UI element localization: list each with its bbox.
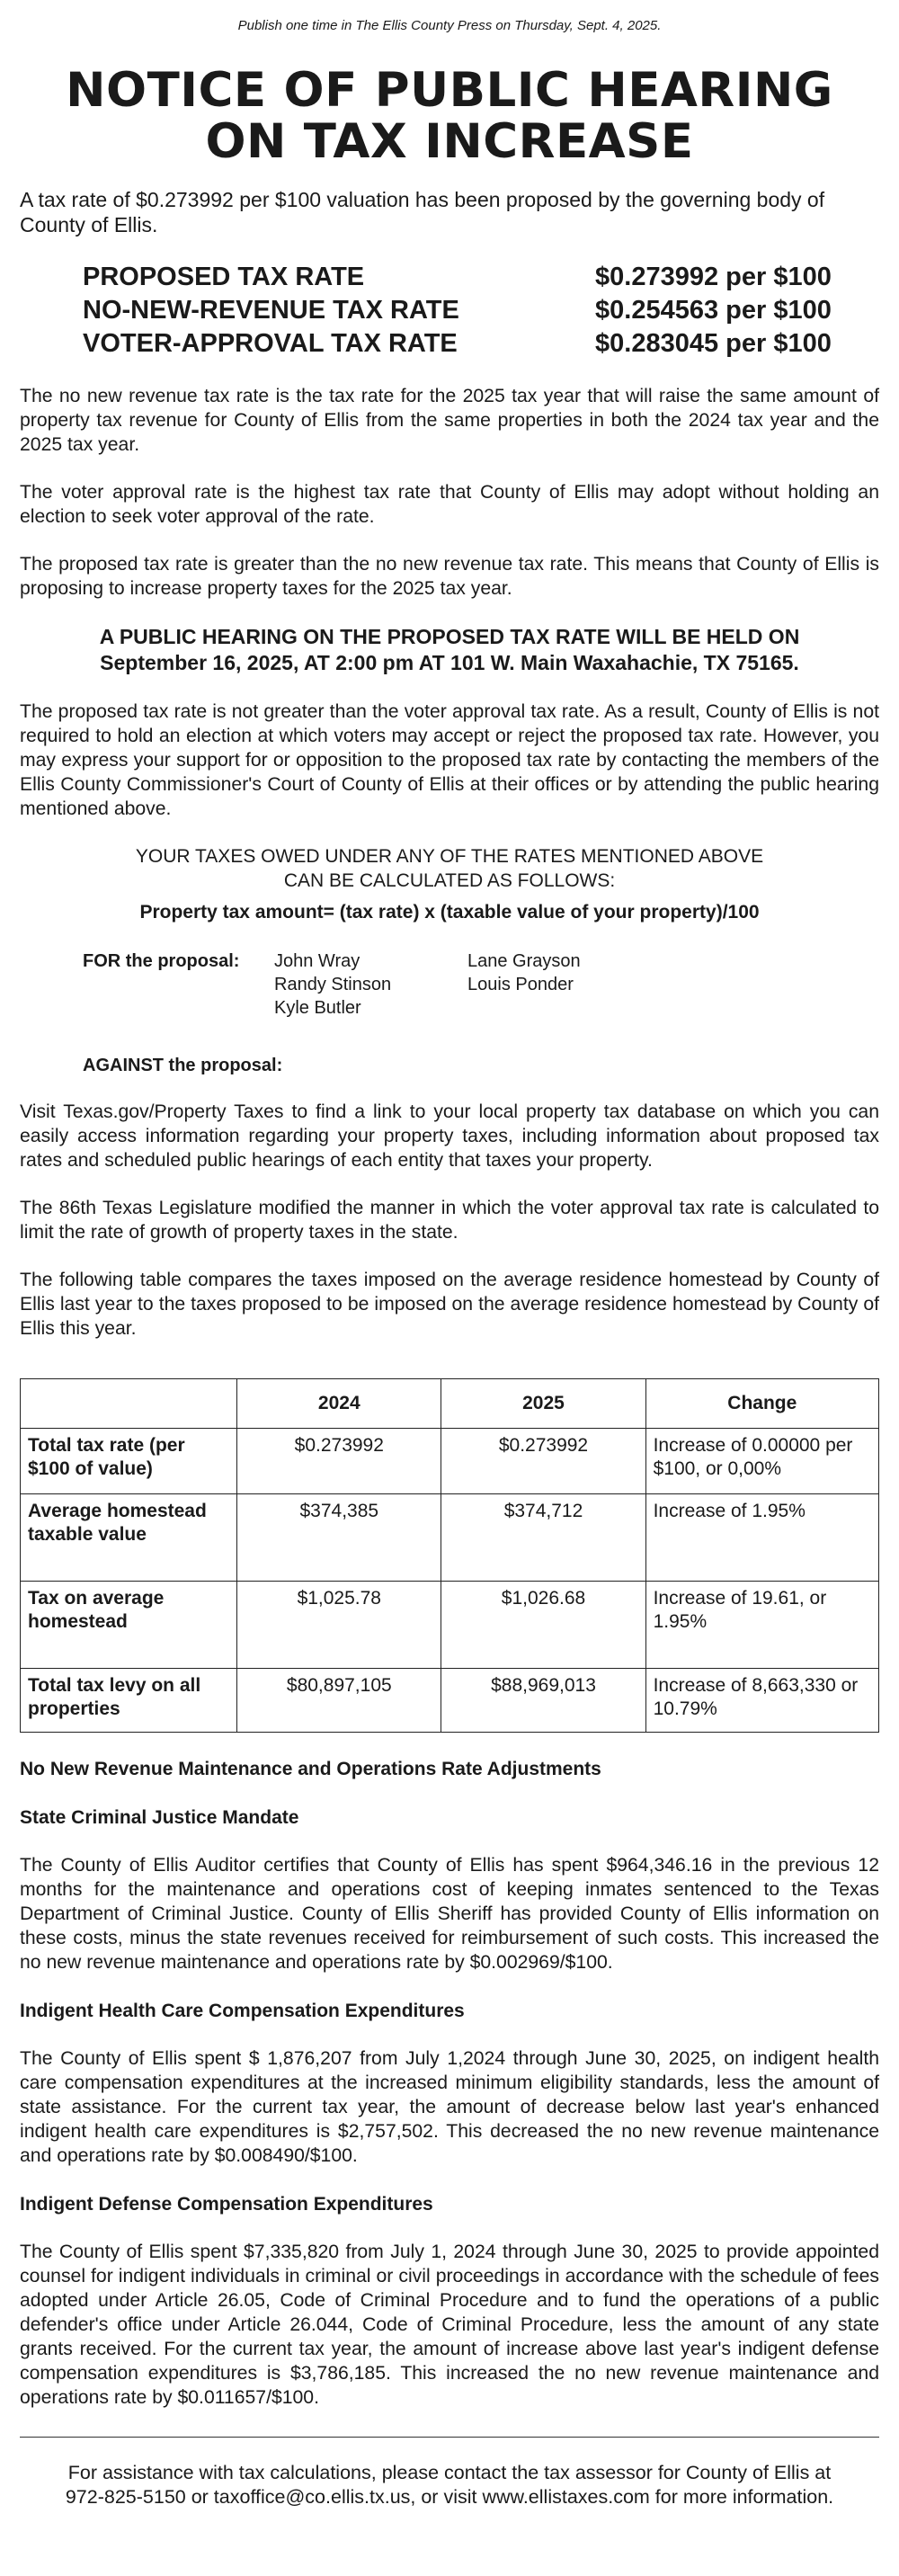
rate-label: PROPOSED TAX RATE — [83, 263, 365, 291]
indigent-defense-paragraph: The County of Ellis spent $7,335,820 from July 1, 2024 through June 30, 2025 to provide appointed counsel for indigent individuals in criminal or civil proceedings in accordance with the schedule of fees adopted under Article 26.05, Code of Criminal Procedure and to fund the operations of a public defender's office under Article 26.044, Code of Criminal Procedure, less the amount of any state grants received. For the current tax year, the amount of increase above last year's indigent defense compensation expenditures is $3,786,185. This increased the no new revenue maintenance and operations rate by $0.011657/$100. — [20, 2242, 879, 2408]
table-row — [21, 1494, 879, 1582]
publication-note: Publish one time in The Ellis County Press on Thursday, Sept. 4, 2025. — [237, 18, 662, 33]
cell-2024: $1,025.78 — [237, 1582, 441, 1669]
table-header: 2024 — [237, 1379, 441, 1429]
rates-summary — [83, 261, 838, 361]
footer-divider — [20, 2437, 879, 2438]
rate-row-proposed — [83, 261, 838, 294]
row-label: Total tax rate (per $100 of value) — [21, 1429, 237, 1494]
assistance-footer — [20, 2461, 879, 2509]
row-label: Tax on average homestead — [21, 1582, 237, 1669]
comparison-table — [20, 1378, 879, 1733]
voter-name: Randy Stinson — [274, 975, 392, 994]
hearing-line-1: A PUBLIC HEARING ON THE PROPOSED TAX RATE WILL BE HELD ON — [99, 625, 800, 648]
cell-2025: $88,969,013 — [441, 1669, 645, 1733]
rate-label: NO-NEW-REVENUE TAX RATE — [83, 296, 459, 325]
votes-for — [83, 949, 879, 1020]
voter-name: Kyle Butler — [274, 998, 361, 1018]
calc-line-1: YOUR TAXES OWED UNDER ANY OF THE RATES MENTIONED ABOVE — [135, 846, 764, 867]
proposed-rate-explanation: The proposed tax rate is greater than the no new revenue tax rate. This means that County of Ellis is proposing to increase property taxes for the 2025 tax year. — [20, 554, 879, 599]
calc-formula: Property tax amount= (tax rate) x (taxable value of your property)/100 — [139, 902, 760, 923]
footer-line-2: 972-825-5150 or taxoffice@co.ellis.tx.us, or visit www.ellistaxes.com for more information. — [65, 2486, 834, 2508]
rate-value: $0.283045 per $100 — [595, 329, 832, 358]
table-header-row — [21, 1379, 879, 1429]
hearing-line-2: September 16, 2025, AT 2:00 pm AT 101 W. Main Waxahachie, TX 75165. — [100, 651, 799, 674]
voter-name: Louis Ponder — [467, 975, 574, 994]
against-label: AGAINST the proposal: — [83, 1056, 283, 1075]
row-label: Average homestead taxable value — [21, 1494, 237, 1582]
cell-2025: $374,712 — [441, 1494, 645, 1582]
cell-2025: $1,026.68 — [441, 1582, 645, 1669]
row-label: Total tax levy on all properties — [21, 1669, 237, 1733]
hearing-announcement — [20, 624, 879, 676]
cell-change: Increase of 1.95% — [645, 1494, 878, 1582]
table-row — [21, 1582, 879, 1669]
table-intro-paragraph: The following table compares the taxes imposed on the average residence homestead by County of Ellis last year to the taxes proposed to be imposed on the average residence homestead by County of Ellis this year. — [20, 1270, 879, 1339]
rate-value: $0.254563 per $100 — [595, 296, 832, 325]
cell-change: Increase of 0.00000 per $100, or 0,00% — [645, 1429, 878, 1494]
voter-approval-explanation: The voter approval rate is the highest tax rate that County of Ellis may adopt without holding an election to seek voter approval of the rate. — [20, 482, 879, 527]
voter-name: Lane Grayson — [467, 951, 581, 971]
table-row — [21, 1669, 879, 1733]
table-header — [21, 1379, 237, 1429]
cell-2024: $0.273992 — [237, 1429, 441, 1494]
cell-change: Increase of 19.61, or 1.95% — [645, 1582, 878, 1669]
rate-value: $0.273992 per $100 — [595, 263, 832, 291]
legislature-paragraph: The 86th Texas Legislature modified the manner in which the voter approval tax rate is calculated to limit the rate of growth of property taxes in the state. — [20, 1198, 879, 1243]
title-line-1: NOTICE OF PUBLIC HEARING — [66, 63, 833, 118]
cell-2025: $0.273992 — [441, 1429, 645, 1494]
for-label: FOR the proposal: — [83, 951, 240, 971]
indigent-health-paragraph: The County of Ellis spent $ 1,876,207 from July 1,2024 through June 30, 2025, on indigent health care compensation expenditures at the increased minimum eligibility standards, less the amount of state assistance. For the current tax year, the amount of decrease below last year's enhanced indigent health care expenditures is $2,757,502. This decreased the no new revenue maintenance and operations rate by $0.008490/$100. — [20, 2048, 879, 2166]
election-paragraph: The proposed tax rate is not greater than the voter approval tax rate. As a result, County of Ellis is not required to hold an election at which voters may accept or reject the proposed tax rate. However, you may express your support for or opposition to the proposed tax rate by contacting the members of the Ellis County Commissioner's Court of County of Ellis at their offices or by attending the public hearing mentioned above. — [20, 701, 879, 819]
rate-label: VOTER-APPROVAL TAX RATE — [83, 329, 458, 358]
table-row — [21, 1429, 879, 1494]
table-header: 2025 — [441, 1379, 645, 1429]
tax-calculation — [20, 844, 879, 924]
criminal-justice-paragraph: The County of Ellis Auditor certifies that County of Ellis has spent $964,346.16 in the previous 12 months for the maintenance and operations cost of keeping inmates sentenced to the Texas Department of Criminal Justice. County of Ellis Sheriff has provided County of Ellis information on these costs, minus the state revenues received for reimbursement of such costs. This increased the no new revenue maintenance and operations rate by $0.002969/$100. — [20, 1855, 879, 1973]
section-heading-criminal-justice: State Criminal Justice Mandate — [20, 1807, 299, 1828]
footer-line-1: For assistance with tax calculations, please contact the tax assessor for County of Ellis at — [67, 2462, 832, 2483]
cell-change: Increase of 8,663,330 or 10.79% — [645, 1669, 878, 1733]
intro-paragraph: A tax rate of $0.273992 per $100 valuation has been proposed by the governing body of County of Ellis. — [20, 188, 825, 236]
for-column-1 — [274, 949, 467, 1020]
title-line-2: ON TAX INCREASE — [205, 114, 694, 169]
for-column-2 — [467, 949, 661, 1020]
section-heading-indigent-health: Indigent Health Care Compensation Expenditures — [20, 2001, 465, 2021]
calc-line-2: CAN BE CALCULATED AS FOLLOWS: — [283, 870, 616, 891]
voter-name: John Wray — [274, 951, 360, 971]
rate-row-no-new-revenue — [83, 294, 838, 327]
table-header: Change — [645, 1379, 878, 1429]
rate-row-voter-approval — [83, 327, 838, 361]
section-heading-indigent-defense: Indigent Defense Compensation Expenditures — [20, 2194, 433, 2215]
cell-2024: $374,385 — [237, 1494, 441, 1582]
no-new-revenue-explanation: The no new revenue tax rate is the tax rate for the 2025 tax year that will raise the same amount of property tax revenue for County of Ellis from the same properties in both the 2024 tax year and the 2025 tax year. — [20, 386, 879, 455]
notice-title — [20, 65, 879, 167]
texas-gov-paragraph: Visit Texas.gov/Property Taxes to find a link to your local property tax database on which you can easily access information regarding your property taxes, including information about proposed tax rates and scheduled public hearings of each entity that taxes your property. — [20, 1101, 879, 1171]
section-heading-nnr-adjustments: No New Revenue Maintenance and Operations Rate Adjustments — [20, 1759, 601, 1779]
cell-2024: $80,897,105 — [237, 1669, 441, 1733]
